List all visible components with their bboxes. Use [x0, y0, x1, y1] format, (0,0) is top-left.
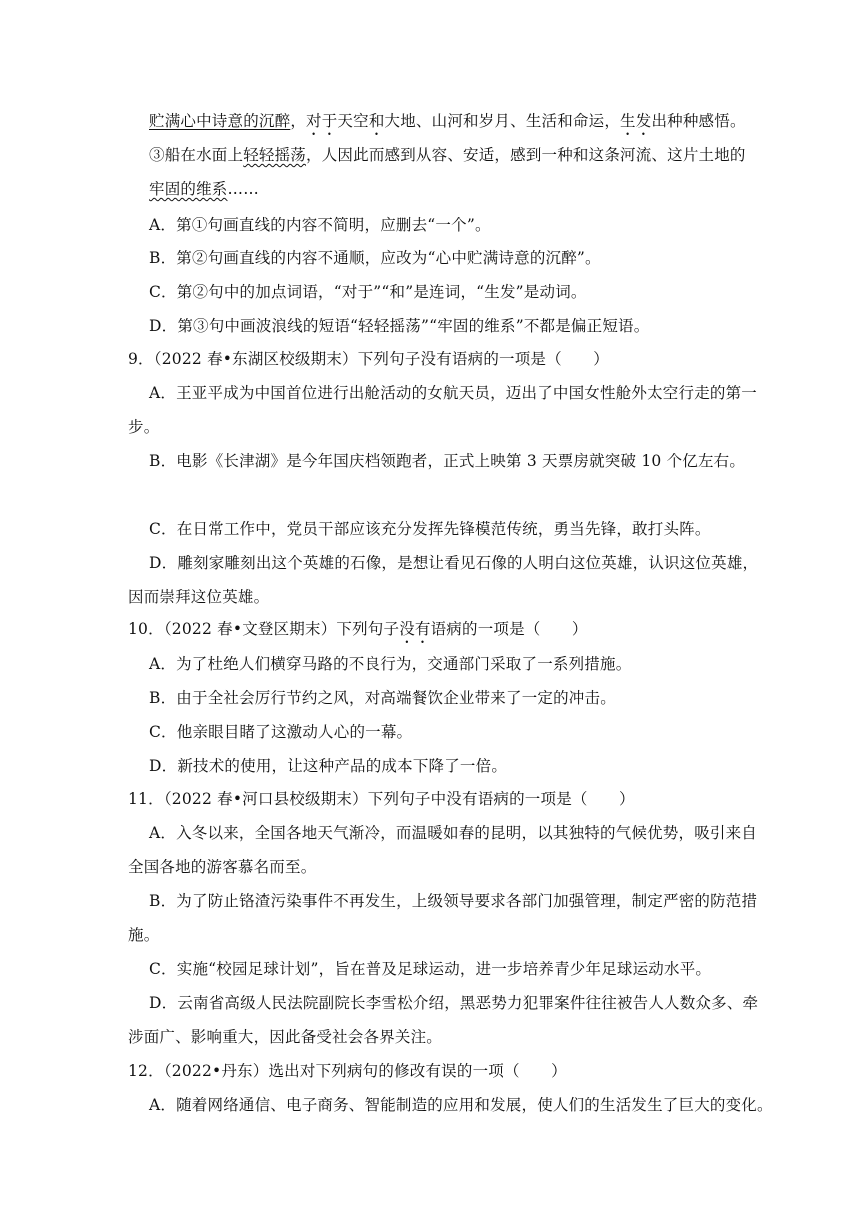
text-segment: 施。	[128, 926, 160, 944]
text-segment: A．第①句画直线的内容不简明，应删去“一个”。	[149, 216, 491, 234]
text-segment: A．随着网络通信、电子商务、智能制造的应用和发展，使人们的生活发生了巨大的变化。	[149, 1096, 773, 1114]
option-line	[149, 688, 616, 708]
option-line	[149, 519, 711, 539]
text-segment: 11．（2022 春•河口县校级期末）下列句子中没有语病的一项是（ ）	[128, 790, 635, 808]
question-line	[128, 789, 635, 809]
dotted-emphasis-word: 和	[368, 112, 385, 130]
dotted-emphasis-word: 没有	[399, 620, 431, 638]
text-segment: B．电影《长津湖》是今年国庆档领跑者，正式上映第 3 天票房就突破 10 个亿左右。	[149, 452, 746, 470]
dotted-emphasis-word: 对于	[306, 112, 338, 130]
text-segment: B．第②句画直线的内容不通顺，应改为“心中贮满诗意的沉醉”。	[149, 249, 601, 267]
option-line	[149, 1095, 773, 1115]
option-line	[149, 959, 711, 979]
text-segment: 语病的一项是（ ）	[430, 620, 588, 638]
question-line	[128, 1061, 567, 1081]
option-line	[149, 722, 412, 742]
text-line	[128, 587, 269, 607]
option-line	[149, 553, 758, 573]
option-line	[149, 451, 745, 471]
wavy-underlined-phrase: 轻轻摇荡	[243, 146, 307, 164]
text-segment: ，	[290, 112, 307, 130]
text-segment: 12．（2022•丹东）选出对下列病句的修改有误的一项（ ）	[128, 1062, 567, 1080]
text-segment: A．为了杜绝人们横穿马路的不良行为，交通部门采取了一系列措施。	[149, 655, 632, 673]
dotted-emphasis-word: 生发	[620, 112, 652, 130]
text-segment: D．新技术的使用，让这种产品的成本下降了一倍。	[149, 757, 508, 775]
text-line	[128, 1027, 442, 1047]
text-segment: 10．（2022 春•文登区期末）下列句子	[128, 620, 400, 638]
text-segment: ，人因此而感到从容、安适，感到一种和这条河流、这片土地的	[306, 146, 746, 164]
text-segment: C．第②句中的加点词语，“对于”“和”是连词，“生发”是动词。	[149, 283, 587, 301]
text-segment: 步。	[128, 418, 160, 436]
text-line	[128, 417, 159, 437]
option-line	[149, 891, 757, 911]
option-line	[149, 282, 587, 302]
text-segment: 因而崇拜这位英雄。	[128, 588, 270, 606]
text-segment: B．由于全社会厉行节约之风，对高端餐饮企业带来了一定的冲击。	[149, 689, 616, 707]
text-segment: ……	[227, 180, 259, 198]
text-segment: 大地、山河和岁月、生活和命运，	[384, 112, 621, 130]
text-line	[149, 179, 259, 199]
option-line	[149, 248, 601, 268]
option-line	[149, 316, 649, 336]
text-line	[128, 857, 316, 877]
option-line	[149, 823, 757, 843]
text-segment: C．在日常工作中，党员干部应该充分发挥先锋模范传统，勇当先锋，敢打头阵。	[149, 520, 711, 538]
option-line	[149, 215, 491, 235]
text-line	[149, 145, 746, 165]
text-segment: 9．（2022 春•东湖区校级期末）下列句子没有语病的一项是（ ）	[128, 350, 609, 368]
text-segment: D．雕刻家雕刻出这个英雄的石像，是想让看见石像的人明白这位英雄，认识这位英雄，	[149, 554, 759, 572]
text-line	[149, 111, 746, 139]
text-segment: 全国各地的游客慕名而至。	[128, 858, 317, 876]
text-segment: A．王亚平成为中国首位进行出舱活动的女航天员，迈出了中国女性舱外太空行走的第一	[149, 384, 757, 402]
text-segment: 出种种感悟。	[651, 112, 746, 130]
text-segment: ③船在水面上	[149, 146, 244, 164]
text-line	[128, 925, 159, 945]
question-line	[128, 349, 609, 369]
underlined-phrase: 贮满心中诗意的沉醉	[149, 112, 291, 130]
option-line	[149, 654, 631, 674]
text-segment: A．入冬以来，全国各地天气渐冷，而温暖如春的昆明，以其独特的气候优势，吸引来自	[149, 824, 757, 842]
text-segment: D．云南省高级人民法院副院长李雪松介绍，黑恶势力犯罪案件往往被告人人数众多、牵	[149, 994, 759, 1012]
text-segment: C．他亲眼目睹了这激动人心的一幕。	[149, 723, 413, 741]
text-segment: C．实施“校园足球计划”，旨在普及足球运动，进一步培养青少年足球运动水平。	[149, 960, 712, 978]
wavy-underlined-phrase: 牢固的维系	[149, 180, 228, 198]
text-segment: 天空	[337, 112, 369, 130]
text-segment: 涉面广、影响重大，因此备受社会各界关注。	[128, 1028, 443, 1046]
text-segment: B．为了防止铬渣污染事件不再发生，上级领导要求各部门加强管理，制定严密的防范措	[149, 892, 758, 910]
text-segment: D．第③句中画波浪线的短语“轻轻摇荡”“牢固的维系”不都是偏正短语。	[149, 317, 650, 335]
option-line	[149, 383, 757, 403]
question-line	[128, 619, 588, 647]
option-line	[149, 993, 758, 1013]
option-line	[149, 756, 507, 776]
